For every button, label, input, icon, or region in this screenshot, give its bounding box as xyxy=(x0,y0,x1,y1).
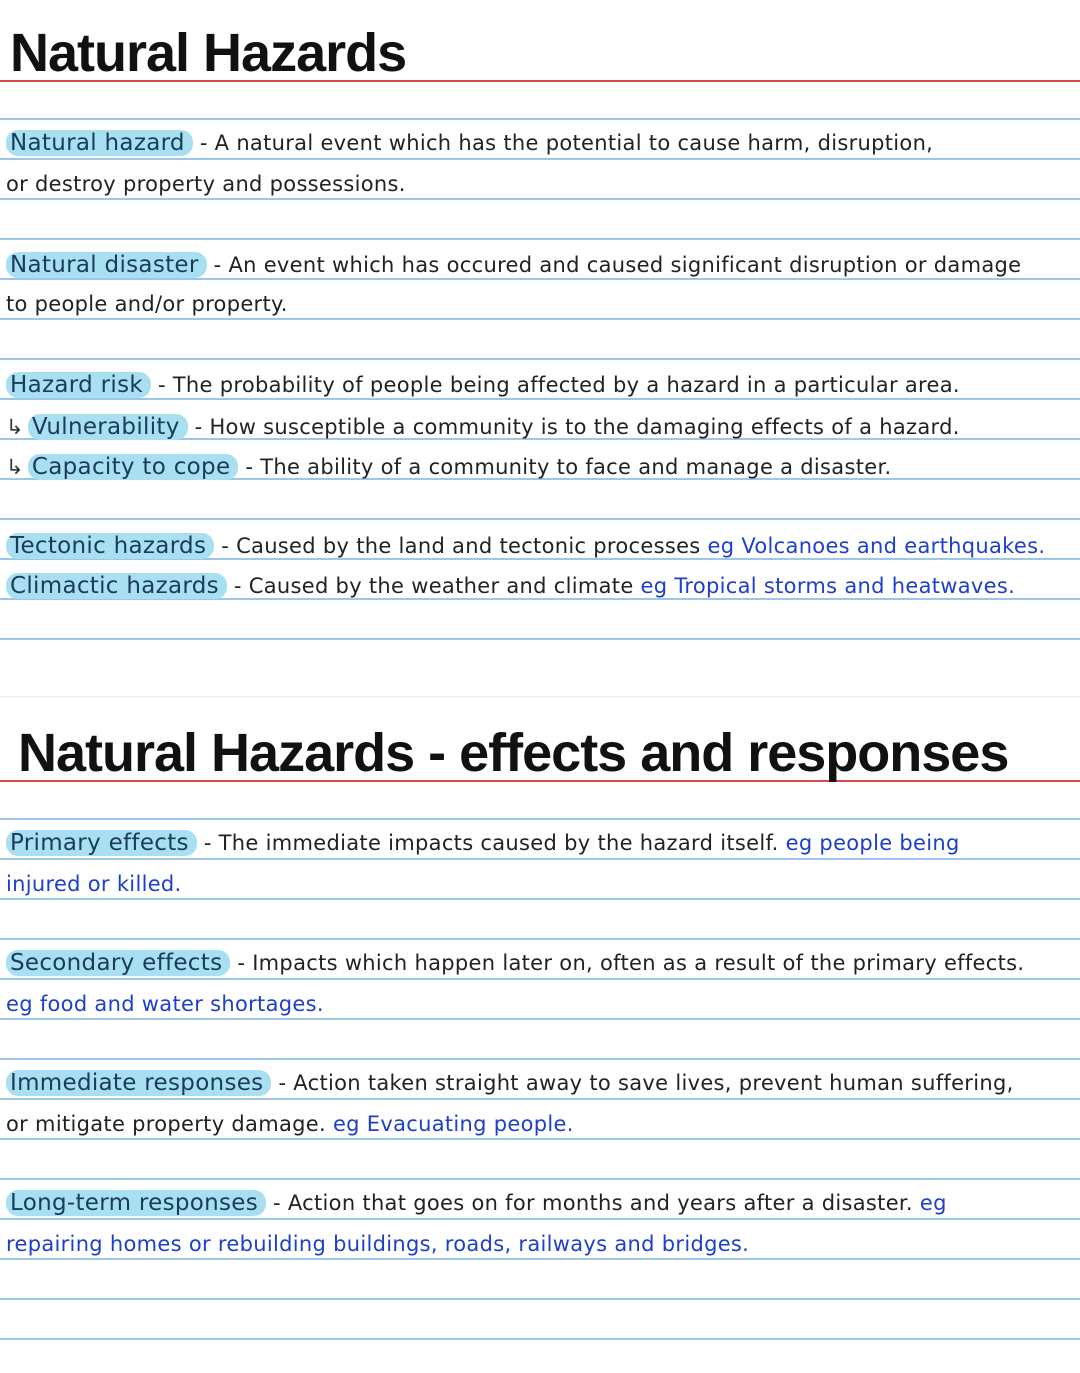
term-highlight: Vulnerability xyxy=(28,414,188,440)
definition-secondary-effects xyxy=(6,950,1024,976)
example-continuation: eg food and water shortages. xyxy=(6,992,324,1016)
ruled-line xyxy=(0,1298,1080,1300)
definition-immediate-responses xyxy=(6,1070,1014,1096)
term-highlight: Hazard risk xyxy=(6,372,151,398)
term-highlight: Natural disaster xyxy=(6,252,207,278)
definition-primary-effects xyxy=(6,830,960,856)
example-text: eg Volcanoes and earthquakes. xyxy=(707,534,1046,558)
ruled-line xyxy=(0,858,1080,860)
definition-natural-hazard xyxy=(6,130,933,156)
page-title: Natural Hazards xyxy=(10,23,407,83)
ruled-line xyxy=(0,358,1080,360)
ruled-line xyxy=(0,118,1080,120)
term-highlight: Immediate responses xyxy=(6,1070,271,1096)
definition-text: - How susceptible a community is to the damaging effects of a hazard. xyxy=(187,415,960,439)
arrow-icon: ↳ xyxy=(6,415,24,439)
term-highlight: Primary effects xyxy=(6,830,197,856)
definition-text: - An event which has occured and caused significant disruption or damage xyxy=(206,253,1022,277)
definition-text: - Action that goes on for months and years after a disaster. xyxy=(266,1191,920,1215)
definition-text: - The probability of people being affected by a hazard in a particular area. xyxy=(150,373,960,397)
term-highlight: Tectonic hazards xyxy=(6,533,214,559)
definition-vulnerability xyxy=(6,414,960,440)
definition-text: - The immediate impacts caused by the hazard itself. xyxy=(196,831,786,855)
ruled-line xyxy=(0,238,1080,240)
definition-text: - Action taken straight away to save lives, prevent human suffering, xyxy=(271,1071,1014,1095)
arrow-icon: ↳ xyxy=(6,455,24,479)
page-gap xyxy=(0,696,1080,698)
definition-long-term-responses xyxy=(6,1190,947,1216)
definition-natural-disaster xyxy=(6,252,1021,278)
definition-text: - Caused by the land and tectonic processes xyxy=(214,534,708,558)
ruled-line xyxy=(0,898,1080,900)
term-highlight: Long-term responses xyxy=(6,1190,266,1216)
ruled-line xyxy=(0,278,1080,280)
ruled-line xyxy=(0,1258,1080,1260)
ruled-line xyxy=(0,1338,1080,1340)
ruled-line xyxy=(0,318,1080,320)
definition-text: - Caused by the weather and climate xyxy=(226,574,641,598)
example-continuation: repairing homes or rebuilding buildings, roads, railways and bridges. xyxy=(6,1232,750,1256)
ruled-line xyxy=(0,158,1080,160)
ruled-line xyxy=(0,1098,1080,1100)
term-highlight: Climactic hazards xyxy=(6,573,227,599)
term-highlight: Capacity to cope xyxy=(28,454,239,480)
definition-tectonic-hazards xyxy=(6,533,1045,559)
ruled-line xyxy=(0,398,1080,400)
example-text: eg xyxy=(919,1191,947,1215)
ruled-line xyxy=(0,518,1080,520)
ruled-line xyxy=(0,198,1080,200)
ruled-line xyxy=(0,1138,1080,1140)
ruled-line xyxy=(0,818,1080,820)
ruled-line xyxy=(0,1218,1080,1220)
ruled-line xyxy=(0,638,1080,640)
example-text: eg Tropical storms and heatwaves. xyxy=(640,574,1016,598)
example-continuation: injured or killed. xyxy=(6,872,182,896)
ruled-line xyxy=(0,978,1080,980)
section-title: Natural Hazards - effects and responses xyxy=(18,723,1009,783)
definition-text: - A natural event which has the potential to cause harm, disruption, xyxy=(192,131,934,155)
definition-hazard-risk xyxy=(6,372,960,398)
term-highlight: Secondary effects xyxy=(6,950,230,976)
definition-continuation xyxy=(6,1112,574,1136)
example-text: eg people being xyxy=(785,831,960,855)
definition-text: - The ability of a community to face and manage a disaster. xyxy=(238,455,892,479)
definition-continuation: or destroy property and possessions. xyxy=(6,172,406,196)
ruled-line xyxy=(0,938,1080,940)
term-highlight: Natural hazard xyxy=(6,130,193,156)
ruled-line xyxy=(0,1018,1080,1020)
definition-climactic-hazards xyxy=(6,573,1015,599)
example-text: eg Evacuating people. xyxy=(332,1112,574,1136)
ruled-line xyxy=(0,1178,1080,1180)
definition-text: - Impacts which happen later on, often as a result of the primary effects. xyxy=(230,951,1025,975)
definition-capacity-to-cope xyxy=(6,454,891,480)
ruled-line xyxy=(0,1058,1080,1060)
definition-text: or mitigate property damage. xyxy=(6,1112,333,1136)
definition-continuation: to people and/or property. xyxy=(6,292,288,316)
